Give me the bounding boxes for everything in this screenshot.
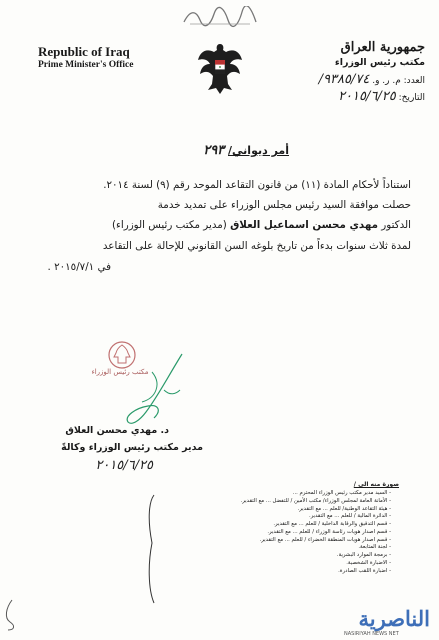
signatory-title: مدير مكتب رئيس الوزراء وكالةً xyxy=(61,442,203,453)
list-item: - قسم التدقيق والرقابة الداخلية / للعلم ... مع التقدير. xyxy=(161,521,391,529)
list-item: - الأمانة العامة لمجلس الوزراء/ مكتب الأمين / للتفضل ... مع التقدير. xyxy=(161,498,391,506)
list-item: - هيئة التقاعد الوطنية/ للعلم ... مع التقدير. xyxy=(161,506,391,514)
number-label: العدد: م. ر. و. xyxy=(372,76,425,86)
office-english: Prime Minister's Office xyxy=(38,60,134,70)
number-value: ٩٣٨٥/٧٤/ xyxy=(318,72,370,87)
handwritten-initial xyxy=(2,598,20,632)
brand-subtitle: NASIRIYAH NEWS NET xyxy=(344,631,399,637)
signature-date: ٢٠١٥/٦/٢٥ xyxy=(95,458,153,473)
body-line-4: لمدة ثلاث سنوات بدءاً من تاريخ بلوغه السن القانوني للإحالة على التقاعد xyxy=(102,240,411,252)
list-item: - قسم اصدار هويات رئاسة الوزراء / للعلم ... مع التقدير. xyxy=(161,529,391,537)
stamp-caption: مكتب رئيس الوزراء xyxy=(91,368,149,376)
reference-number xyxy=(275,72,425,87)
signatory-name: د. مهدي محسن العلاق xyxy=(65,425,169,436)
copies-bracket-mark xyxy=(146,493,156,605)
list-item: - قسم اصدار هويات المنطقة الخضراء / للعلم ... مع التقدير. xyxy=(161,537,391,545)
body-position: (مدير مكتب رئيس الوزراء) xyxy=(112,219,227,231)
employee-name: مهدي محسن اسماعيل العلاق xyxy=(230,219,378,231)
list-item: - لجنة المتابعة. xyxy=(161,544,391,552)
brand-name: الناصرية xyxy=(358,606,430,631)
list-item: - الاضبارة الشخصية. xyxy=(161,560,391,568)
copies-list xyxy=(161,490,391,575)
body-line-1: استناداً لأحكام المادة (١١) من قانون التقاعد الموحد رقم (٩) لسنة ٢٠١٤. xyxy=(103,179,411,191)
order-label: أمر ديواني/ xyxy=(228,144,289,157)
order-number: ٢٩٣ xyxy=(203,143,225,158)
list-item: - برمجة الموارد البشرية. xyxy=(161,552,391,560)
body-line-5: في ٢٠١٥/٧/١ . xyxy=(47,261,111,273)
republic-arabic: جمهورية العراق xyxy=(340,40,425,55)
list-item: - السيد مدير مكتب رئيس الوزراء المحترم ... xyxy=(161,490,391,498)
body-prefix: الدكتور xyxy=(381,219,411,231)
office-arabic: مكتب رئيس الوزراء xyxy=(334,57,425,68)
document-date xyxy=(275,89,425,104)
body-line-3 xyxy=(27,216,411,235)
copies-heading: صورة منه الى / xyxy=(353,481,399,488)
body-line-2: حصلت موافقة السيد رئيس مجلس الوزراء على تمديد خدمة xyxy=(157,199,411,211)
date-label: التاريخ: xyxy=(398,93,425,103)
republic-english: Republic of Iraq xyxy=(38,44,130,59)
order-title xyxy=(203,143,289,158)
eagle-emblem-icon xyxy=(196,38,244,96)
watermark-logo xyxy=(308,606,436,638)
calligraphy-ornament xyxy=(180,6,260,28)
date-value: ٢٠١٥/٦/٢٥ xyxy=(338,89,396,104)
list-item: - الدائرة المالية / للعلم ... مع التقدير. xyxy=(161,513,391,521)
list-item: - اضبارة اللقب الصادرة. xyxy=(161,568,391,576)
